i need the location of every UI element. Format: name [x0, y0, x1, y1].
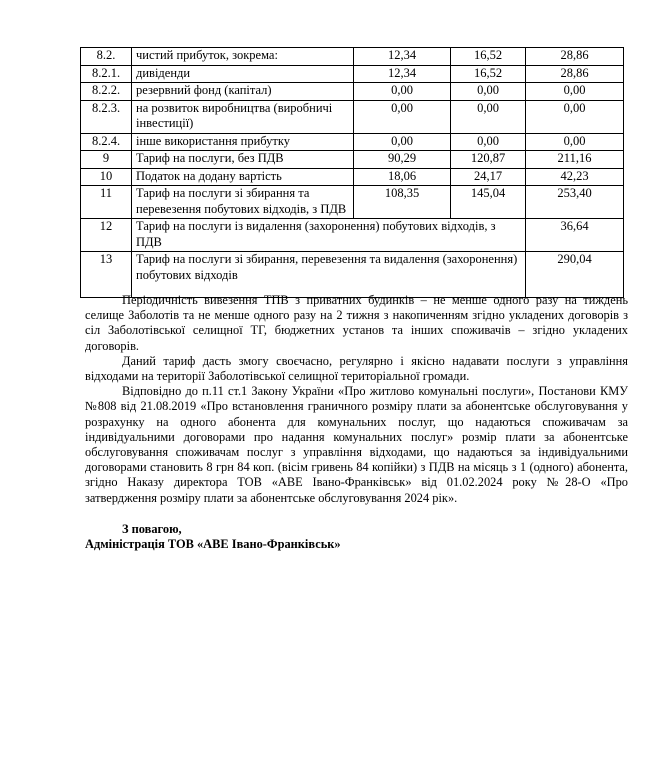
row-number-cell: 8.2.	[81, 48, 132, 66]
row-value-cell: 0,00	[526, 133, 624, 151]
closing-block	[85, 522, 628, 552]
row-value-cell: 120,87	[451, 151, 526, 169]
table-row	[81, 83, 624, 101]
row-description-cell: Тариф на послуги зі збирання та перевезення побутових відходів, з ПДВ	[132, 186, 354, 219]
row-value-cell: 18,06	[354, 168, 451, 186]
row-value-cell: 28,86	[526, 65, 624, 83]
row-value-cell: 12,34	[354, 65, 451, 83]
row-number-cell: 8.2.3.	[81, 100, 132, 133]
row-value-cell: 108,35	[354, 186, 451, 219]
row-description-cell: дивіденди	[132, 65, 354, 83]
row-value-cell: 0,00	[354, 133, 451, 151]
table-row	[81, 133, 624, 151]
tariff-table	[80, 47, 623, 298]
row-value-cell: 16,52	[451, 48, 526, 66]
closing-signature: Адміністрація ТОВ «АВЕ Івано-Франківськ»	[85, 537, 341, 552]
row-value-cell: 36,64	[526, 219, 624, 252]
row-value-cell: 90,29	[354, 151, 451, 169]
table-row	[81, 252, 624, 298]
row-description-cell: інше використання прибутку	[132, 133, 354, 151]
row-value-cell: 24,17	[451, 168, 526, 186]
row-description-cell: резервний фонд (капітал)	[132, 83, 354, 101]
tariff-table-body	[81, 48, 624, 298]
row-value-cell: 28,86	[526, 48, 624, 66]
row-description-cell: Тариф на послуги зі збирання, перевезення та видалення (захоронення) побутових відходів	[132, 252, 526, 298]
row-value-cell: 16,52	[451, 65, 526, 83]
table-row	[81, 100, 624, 133]
table-row	[81, 151, 624, 169]
row-number-cell: 8.2.4.	[81, 133, 132, 151]
tariff-table-grid	[80, 47, 624, 298]
row-description-cell: Тариф на послуги, без ПДВ	[132, 151, 354, 169]
row-number-cell: 11	[81, 186, 132, 219]
row-value-cell: 0,00	[451, 100, 526, 133]
row-value-cell: 0,00	[354, 83, 451, 101]
row-value-cell: 42,23	[526, 168, 624, 186]
paragraph-legal-basis: Відповідно до п.11 ст.1 Закону України «Про житлово комунальні послуги», Постанови КМУ №808 від 21.08.2019 «Про встановлення граничного розміру плати за абонентське обслуговування у розрахунку на одного абонента для комунальних послуг, що надаються споживачам за індивідуальними договорами про надання комунальних послуг» розмір плати за абонентське обслуговування споживачам послуг з управління відходами, що надаються за індивідуальними договорами становить 8 грн 84 коп. (вісім гривень 84 копійки) з ПДВ на місяць з 1 (одного) абонента, згідно Наказу директора ТОВ «АВЕ Івано-Франківськ» від 01.02.2024 року №28-О «Про затвердження розміру плати за абонентське обслуговування 2024 рік».	[85, 384, 628, 505]
paragraph-tariff-purpose: Даний тариф дасть змогу своєчасно, регулярно і якісно надавати послуги з управління відходами на території Заболотівської селищної територіальної громади.	[85, 353, 628, 384]
row-number-cell: 9	[81, 151, 132, 169]
row-description-cell: на розвиток виробництва (виробничі інвестиції)	[132, 100, 354, 133]
row-description-cell: Тариф на послуги із видалення (захоронення) побутових відходів, з ПДВ	[132, 219, 526, 252]
row-description-cell: Податок на додану вартість	[132, 168, 354, 186]
body-text	[85, 293, 628, 552]
row-value-cell: 290,04	[526, 252, 624, 298]
row-value-cell: 12,34	[354, 48, 451, 66]
row-number-cell: 8.2.1.	[81, 65, 132, 83]
row-number-cell: 13	[81, 252, 132, 298]
row-value-cell: 0,00	[451, 133, 526, 151]
closing-salutation: З повагою,	[122, 521, 182, 536]
table-row	[81, 48, 624, 66]
row-number-cell: 10	[81, 168, 132, 186]
row-number-cell: 12	[81, 219, 132, 252]
row-value-cell: 145,04	[451, 186, 526, 219]
row-value-cell: 0,00	[354, 100, 451, 133]
paragraph-collection-frequency: Періодичність вивезення ТПВ з приватних будинків – не менше одного разу на тиждень селище Заболотів та не менше одного разу на 2 тижня з накопиченням згідно укладених договорів з сіл Заболотівської селищної ТГ, бюджетних установ та інших споживачів – згідно укладених договорів.	[85, 293, 628, 353]
row-value-cell: 253,40	[526, 186, 624, 219]
row-value-cell: 0,00	[526, 83, 624, 101]
row-value-cell: 211,16	[526, 151, 624, 169]
row-value-cell: 0,00	[526, 100, 624, 133]
row-value-cell: 0,00	[451, 83, 526, 101]
row-number-cell: 8.2.2.	[81, 83, 132, 101]
table-row	[81, 65, 624, 83]
table-row	[81, 186, 624, 219]
table-row	[81, 168, 624, 186]
table-row	[81, 219, 624, 252]
row-description-cell: чистий прибуток, зокрема:	[132, 48, 354, 66]
